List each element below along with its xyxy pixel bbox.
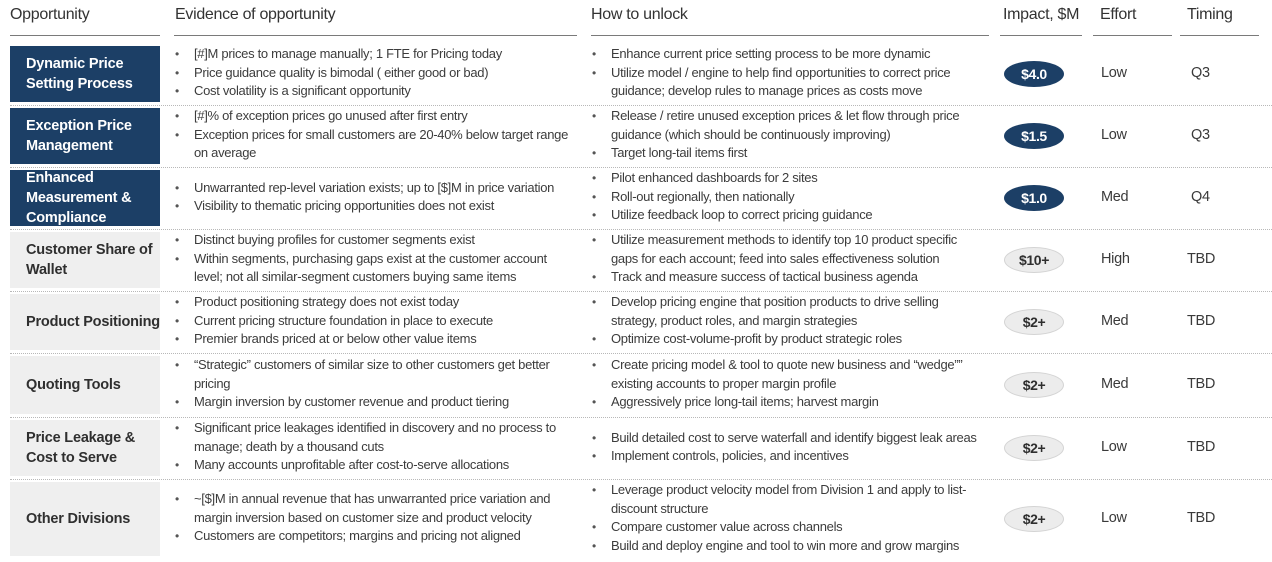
impact-badge: $2+ [1004, 309, 1064, 335]
opportunity-label [10, 420, 160, 476]
unlock-list-bullet: • Build and deploy engine and tool to win more and grow margins [591, 537, 986, 556]
unlock-list [591, 292, 986, 350]
effort-value: Med [1101, 376, 1129, 392]
header-timing: Timing [1187, 6, 1233, 23]
unlock-list-bullet: • Implement controls, policies, and incentives [591, 447, 986, 466]
opportunity-label [10, 482, 160, 556]
evidence-list-bullet: • Product positioning strategy does not exist today [174, 293, 574, 312]
evidence-list [174, 106, 574, 164]
unlock-list-bullet: • Pilot enhanced dashboards for 2 sites [591, 169, 986, 188]
opportunity-title: Price Leakage & Cost to Serve [26, 430, 136, 466]
timing-value: Q3 [1191, 127, 1210, 143]
evidence-list-bullet: • Margin inversion by customer revenue and product tiering [174, 393, 574, 412]
opportunity-title: Enhanced Measurement & Compliance [26, 170, 132, 226]
evidence-list [174, 480, 574, 556]
unlock-list-bullet: • Aggressively price long-tail items; harvest margin [591, 393, 986, 412]
opportunity-title: Product Positioning [26, 314, 160, 330]
effort-value: Low [1101, 439, 1127, 455]
opportunity-label [10, 294, 160, 350]
opportunity-title: Customer Share of Wallet [26, 242, 153, 278]
impact-badge: $2+ [1004, 372, 1064, 398]
evidence-list-bullet: • Many accounts unprofitable after cost-to-serve allocations [174, 456, 574, 475]
unlock-list [591, 418, 986, 476]
timing-value: Q4 [1191, 189, 1210, 205]
unlock-list-bullet: • Develop pricing engine that position products to drive selling strategy, product roles, and margin strategies [591, 293, 986, 330]
unlock-list-bullet: • Roll-out regionally, then nationally [591, 188, 986, 207]
unlock-list [591, 230, 986, 288]
evidence-list [174, 44, 574, 102]
effort-value: Low [1101, 127, 1127, 143]
evidence-list-bullet: • Price guidance quality is bimodal ( either good or bad) [174, 64, 574, 83]
impact-badge: $1.0 [1004, 185, 1064, 211]
unlock-list-bullet: • Create pricing model & tool to quote new business and “wedge”” existing accounts to proper margin profile [591, 356, 986, 393]
evidence-list-bullet: • Within segments, purchasing gaps exist at the customer account level; not all similar-segment customers buying same items [174, 250, 574, 287]
effort-value: Med [1101, 313, 1129, 329]
header-unlock: How to unlock [591, 6, 688, 23]
evidence-list-bullet: • Distinct buying profiles for customer segments exist [174, 231, 574, 250]
impact-badge: $2+ [1004, 435, 1064, 461]
opportunity-label [10, 170, 160, 226]
unlock-list [591, 44, 986, 102]
evidence-list-bullet: • Cost volatility is a significant opportunity [174, 82, 574, 101]
opportunity-title: Other Divisions [26, 511, 131, 527]
unlock-list-bullet: • Release / retire unused exception prices & let flow through price guidance (which should be continuously improving) [591, 107, 986, 144]
unlock-list [591, 106, 986, 164]
header-evidence: Evidence of opportunity [175, 6, 336, 23]
unlock-list-bullet: • Utilize model / engine to help find opportunities to correct price guidance; develop rules to manage prices as costs move [591, 64, 986, 101]
header-divider [174, 35, 577, 36]
unlock-list-bullet: • Optimize cost-volume-profit by product strategic roles [591, 330, 986, 349]
evidence-list-bullet: • Customers are competitors; margins and pricing not aligned [174, 527, 574, 546]
unlock-list-bullet: • Track and measure success of tactical business agenda [591, 268, 986, 287]
impact-badge: $10+ [1004, 247, 1064, 273]
evidence-list [174, 292, 574, 350]
header-opportunity: Opportunity [10, 6, 90, 23]
effort-value: Med [1101, 189, 1129, 205]
evidence-list-bullet: • Current pricing structure foundation in place to execute [174, 312, 574, 331]
header-divider [1093, 35, 1172, 36]
opportunity-label [10, 46, 160, 102]
evidence-list-bullet: • Exception prices for small customers are 20-40% below target range on average [174, 126, 574, 163]
header-divider [591, 35, 989, 36]
evidence-list-bullet: • Significant price leakages identified in discovery and no process to manage; death by a thousand cuts [174, 419, 574, 456]
evidence-list-bullet: • “Strategic” customers of similar size to other customers get better pricing [174, 356, 574, 393]
impact-badge: $4.0 [1004, 61, 1064, 87]
effort-value: Low [1101, 510, 1127, 526]
evidence-list [174, 418, 574, 476]
unlock-list-bullet: • Utilize measurement methods to identify top 10 product specific gaps for each account; feed into sales effectiveness solution [591, 231, 986, 268]
header-impact: Impact, $M [1003, 6, 1080, 23]
header-divider [1180, 35, 1259, 36]
opportunity-title: Quoting Tools [26, 377, 121, 393]
opportunity-label [10, 108, 160, 164]
timing-value: Q3 [1191, 65, 1210, 81]
header-effort: Effort [1100, 6, 1137, 23]
timing-value: TBD [1187, 251, 1216, 267]
evidence-list-bullet: • ~[$]M in annual revenue that has unwarranted price variation and margin inversion based on customer size and product velocity [174, 490, 574, 527]
evidence-list [174, 354, 574, 414]
evidence-list-bullet: • Visibility to thematic pricing opportunities does not exist [174, 197, 574, 216]
unlock-list-bullet: • Leverage product velocity model from Division 1 and apply to list-discount structure [591, 481, 986, 518]
evidence-list-bullet: • Premier brands priced at or below other value items [174, 330, 574, 349]
unlock-list [591, 480, 986, 556]
unlock-list-bullet: • Compare customer value across channels [591, 518, 986, 537]
unlock-list-bullet: • Build detailed cost to serve waterfall and identify biggest leak areas [591, 429, 986, 448]
opportunity-title: Dynamic Price Setting Process [26, 56, 133, 92]
impact-badge: $1.5 [1004, 123, 1064, 149]
evidence-list [174, 168, 574, 226]
unlock-list-bullet: • Target long-tail items first [591, 144, 986, 163]
timing-value: TBD [1187, 376, 1216, 392]
unlock-list-bullet: • Enhance current price setting process to be more dynamic [591, 45, 986, 64]
timing-value: TBD [1187, 313, 1216, 329]
unlock-list [591, 168, 986, 226]
evidence-list-bullet: • [#]% of exception prices go unused after first entry [174, 107, 574, 126]
evidence-list-bullet: • [#]M prices to manage manually; 1 FTE for Pricing today [174, 45, 574, 64]
opportunity-label [10, 356, 160, 414]
timing-value: TBD [1187, 439, 1216, 455]
header-divider [10, 35, 160, 36]
header-divider [1000, 35, 1082, 36]
effort-value: Low [1101, 65, 1127, 81]
opportunity-label [10, 232, 160, 288]
impact-badge: $2+ [1004, 506, 1064, 532]
effort-value: High [1101, 251, 1130, 267]
unlock-list [591, 354, 986, 414]
unlock-list-bullet: • Utilize feedback loop to correct pricing guidance [591, 206, 986, 225]
opportunity-title: Exception Price Management [26, 118, 132, 154]
evidence-list [174, 230, 574, 288]
evidence-list-bullet: • Unwarranted rep-level variation exists; up to [$]M in price variation [174, 179, 574, 198]
timing-value: TBD [1187, 510, 1216, 526]
